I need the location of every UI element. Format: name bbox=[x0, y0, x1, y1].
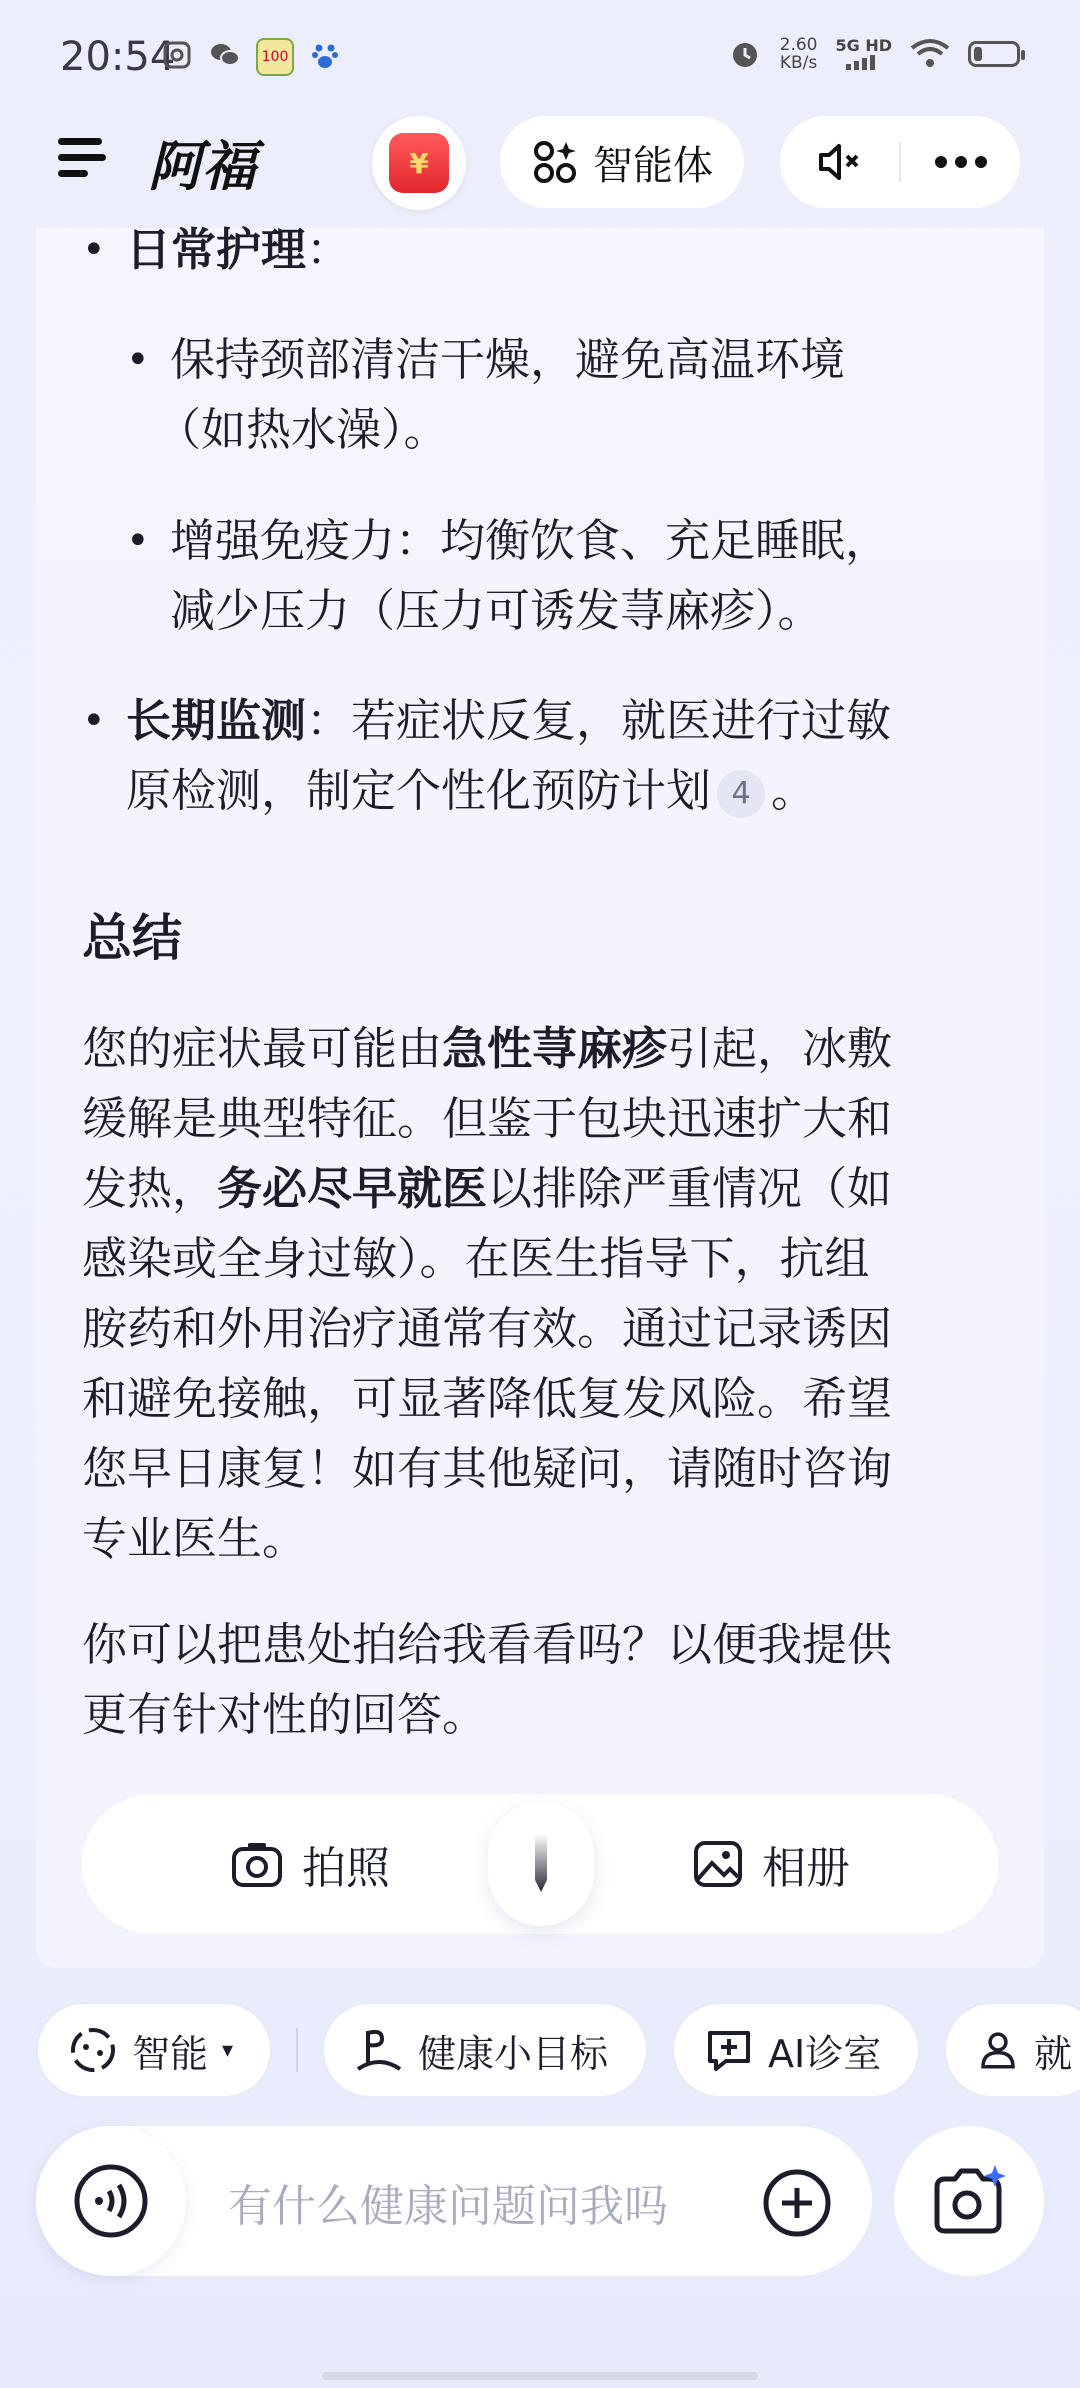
header-actions bbox=[780, 116, 1020, 208]
bullet-dot: • bbox=[82, 227, 106, 273]
score-app-icon: 100 bbox=[256, 38, 294, 76]
voice-wave-icon bbox=[73, 2163, 149, 2239]
chip-ai-clinic[interactable]: AI诊室 bbox=[672, 2002, 920, 2098]
wifi-icon bbox=[910, 38, 950, 70]
app-notification-icon bbox=[160, 38, 194, 72]
image-icon bbox=[692, 1839, 744, 1889]
ai-camera-icon bbox=[929, 2163, 1009, 2239]
add-attachment-button[interactable] bbox=[762, 2168, 832, 2238]
bullet-dot: • bbox=[126, 518, 150, 564]
agent-button[interactable] bbox=[500, 116, 744, 208]
status-time: 20:54 bbox=[60, 34, 176, 80]
care-subitem-1: • 保持颈部清洁干燥，避免高温环境 （如热水澡）。 bbox=[126, 325, 986, 465]
bullet-dot: • bbox=[82, 698, 106, 744]
mute-button[interactable] bbox=[780, 116, 899, 208]
agent-label: 智能体 bbox=[593, 142, 713, 189]
battery-icon bbox=[968, 41, 1020, 67]
smart-mode-icon bbox=[68, 2025, 118, 2075]
citation-badge[interactable]: 4 bbox=[717, 770, 765, 818]
doctor-icon bbox=[976, 2025, 1020, 2075]
take-photo-button[interactable]: 拍照 bbox=[230, 1794, 390, 1934]
mode-selector[interactable]: 智能 ▾ bbox=[36, 2002, 272, 2098]
summary-paragraph: 您的症状最可能由急性荨麻疹引起，冰敷 缓解是典型特征。但鉴于包块迅速扩大和 发热，务必尽早就医以排除严重情况（如 感染或全身过敏）。在医生指导下，抗组 胺药和外用治疗通常有效。通过记录诱因 和避免接触，可显著降低复发风险。希望 您早日康复！如有其他疑问，请随时咨询 专业医生。 bbox=[82, 1022, 893, 1565]
photo-request-text: 你可以把患处拍给我看看吗？以便我提供 更有针对性的回答。 bbox=[82, 1618, 893, 1741]
app-title: 阿福 bbox=[148, 135, 256, 198]
flag-icon bbox=[354, 2025, 404, 2075]
monitor-item: • 长期监测：若症状反复，就医进行过敏 原检测，制定个性化预防计划 4 。 bbox=[82, 686, 962, 826]
care-subitem-2: • 增强免疫力：均衡饮食、充足睡眠， 减少压力（压力可诱发荨麻疹）。 bbox=[126, 506, 986, 646]
more-button[interactable] bbox=[901, 116, 1020, 208]
arrow-down-icon bbox=[529, 1834, 553, 1894]
scroll-down-button[interactable] bbox=[488, 1802, 594, 1926]
bullet-dot: • bbox=[126, 337, 150, 383]
status-right bbox=[728, 36, 1020, 72]
summary-title: 总结 bbox=[82, 909, 182, 967]
signal-indicator: 5G HD bbox=[835, 38, 892, 70]
wechat-icon bbox=[208, 38, 242, 72]
menu-icon[interactable] bbox=[52, 128, 112, 188]
voice-input-button[interactable] bbox=[36, 2126, 186, 2276]
daily-care-heading: 日常护理 bbox=[126, 223, 307, 276]
caret-down-icon: ▾ bbox=[222, 2037, 234, 2063]
album-button[interactable]: 相册 bbox=[692, 1794, 850, 1934]
red-envelope-icon: ¥ bbox=[389, 133, 449, 193]
chip-health-goal[interactable]: 健康小目标 bbox=[322, 2002, 648, 2098]
more-icon bbox=[934, 155, 988, 169]
camera-icon bbox=[230, 1839, 284, 1889]
daily-care-item: • 日常护理： bbox=[82, 215, 962, 285]
alarm-icon bbox=[728, 37, 762, 71]
camera-button[interactable] bbox=[894, 2126, 1044, 2276]
chat-plus-icon bbox=[704, 2025, 754, 2075]
speaker-muted-icon bbox=[815, 140, 865, 184]
net-speed: 2.60 KB/s bbox=[779, 35, 818, 73]
home-indicator[interactable] bbox=[322, 2372, 758, 2380]
agent-icon bbox=[531, 138, 579, 186]
chat-input[interactable]: 有什么健康问题问我吗 bbox=[228, 2181, 668, 2232]
status-notification-icons bbox=[160, 38, 342, 76]
red-envelope-button[interactable] bbox=[372, 116, 466, 210]
chip-clinic-partial[interactable]: 就 bbox=[944, 2002, 1080, 2098]
plus-circle-icon bbox=[762, 2168, 832, 2238]
monitor-heading: 长期监测 bbox=[126, 694, 307, 747]
chip-divider bbox=[296, 2028, 298, 2072]
baidu-icon bbox=[308, 38, 342, 72]
